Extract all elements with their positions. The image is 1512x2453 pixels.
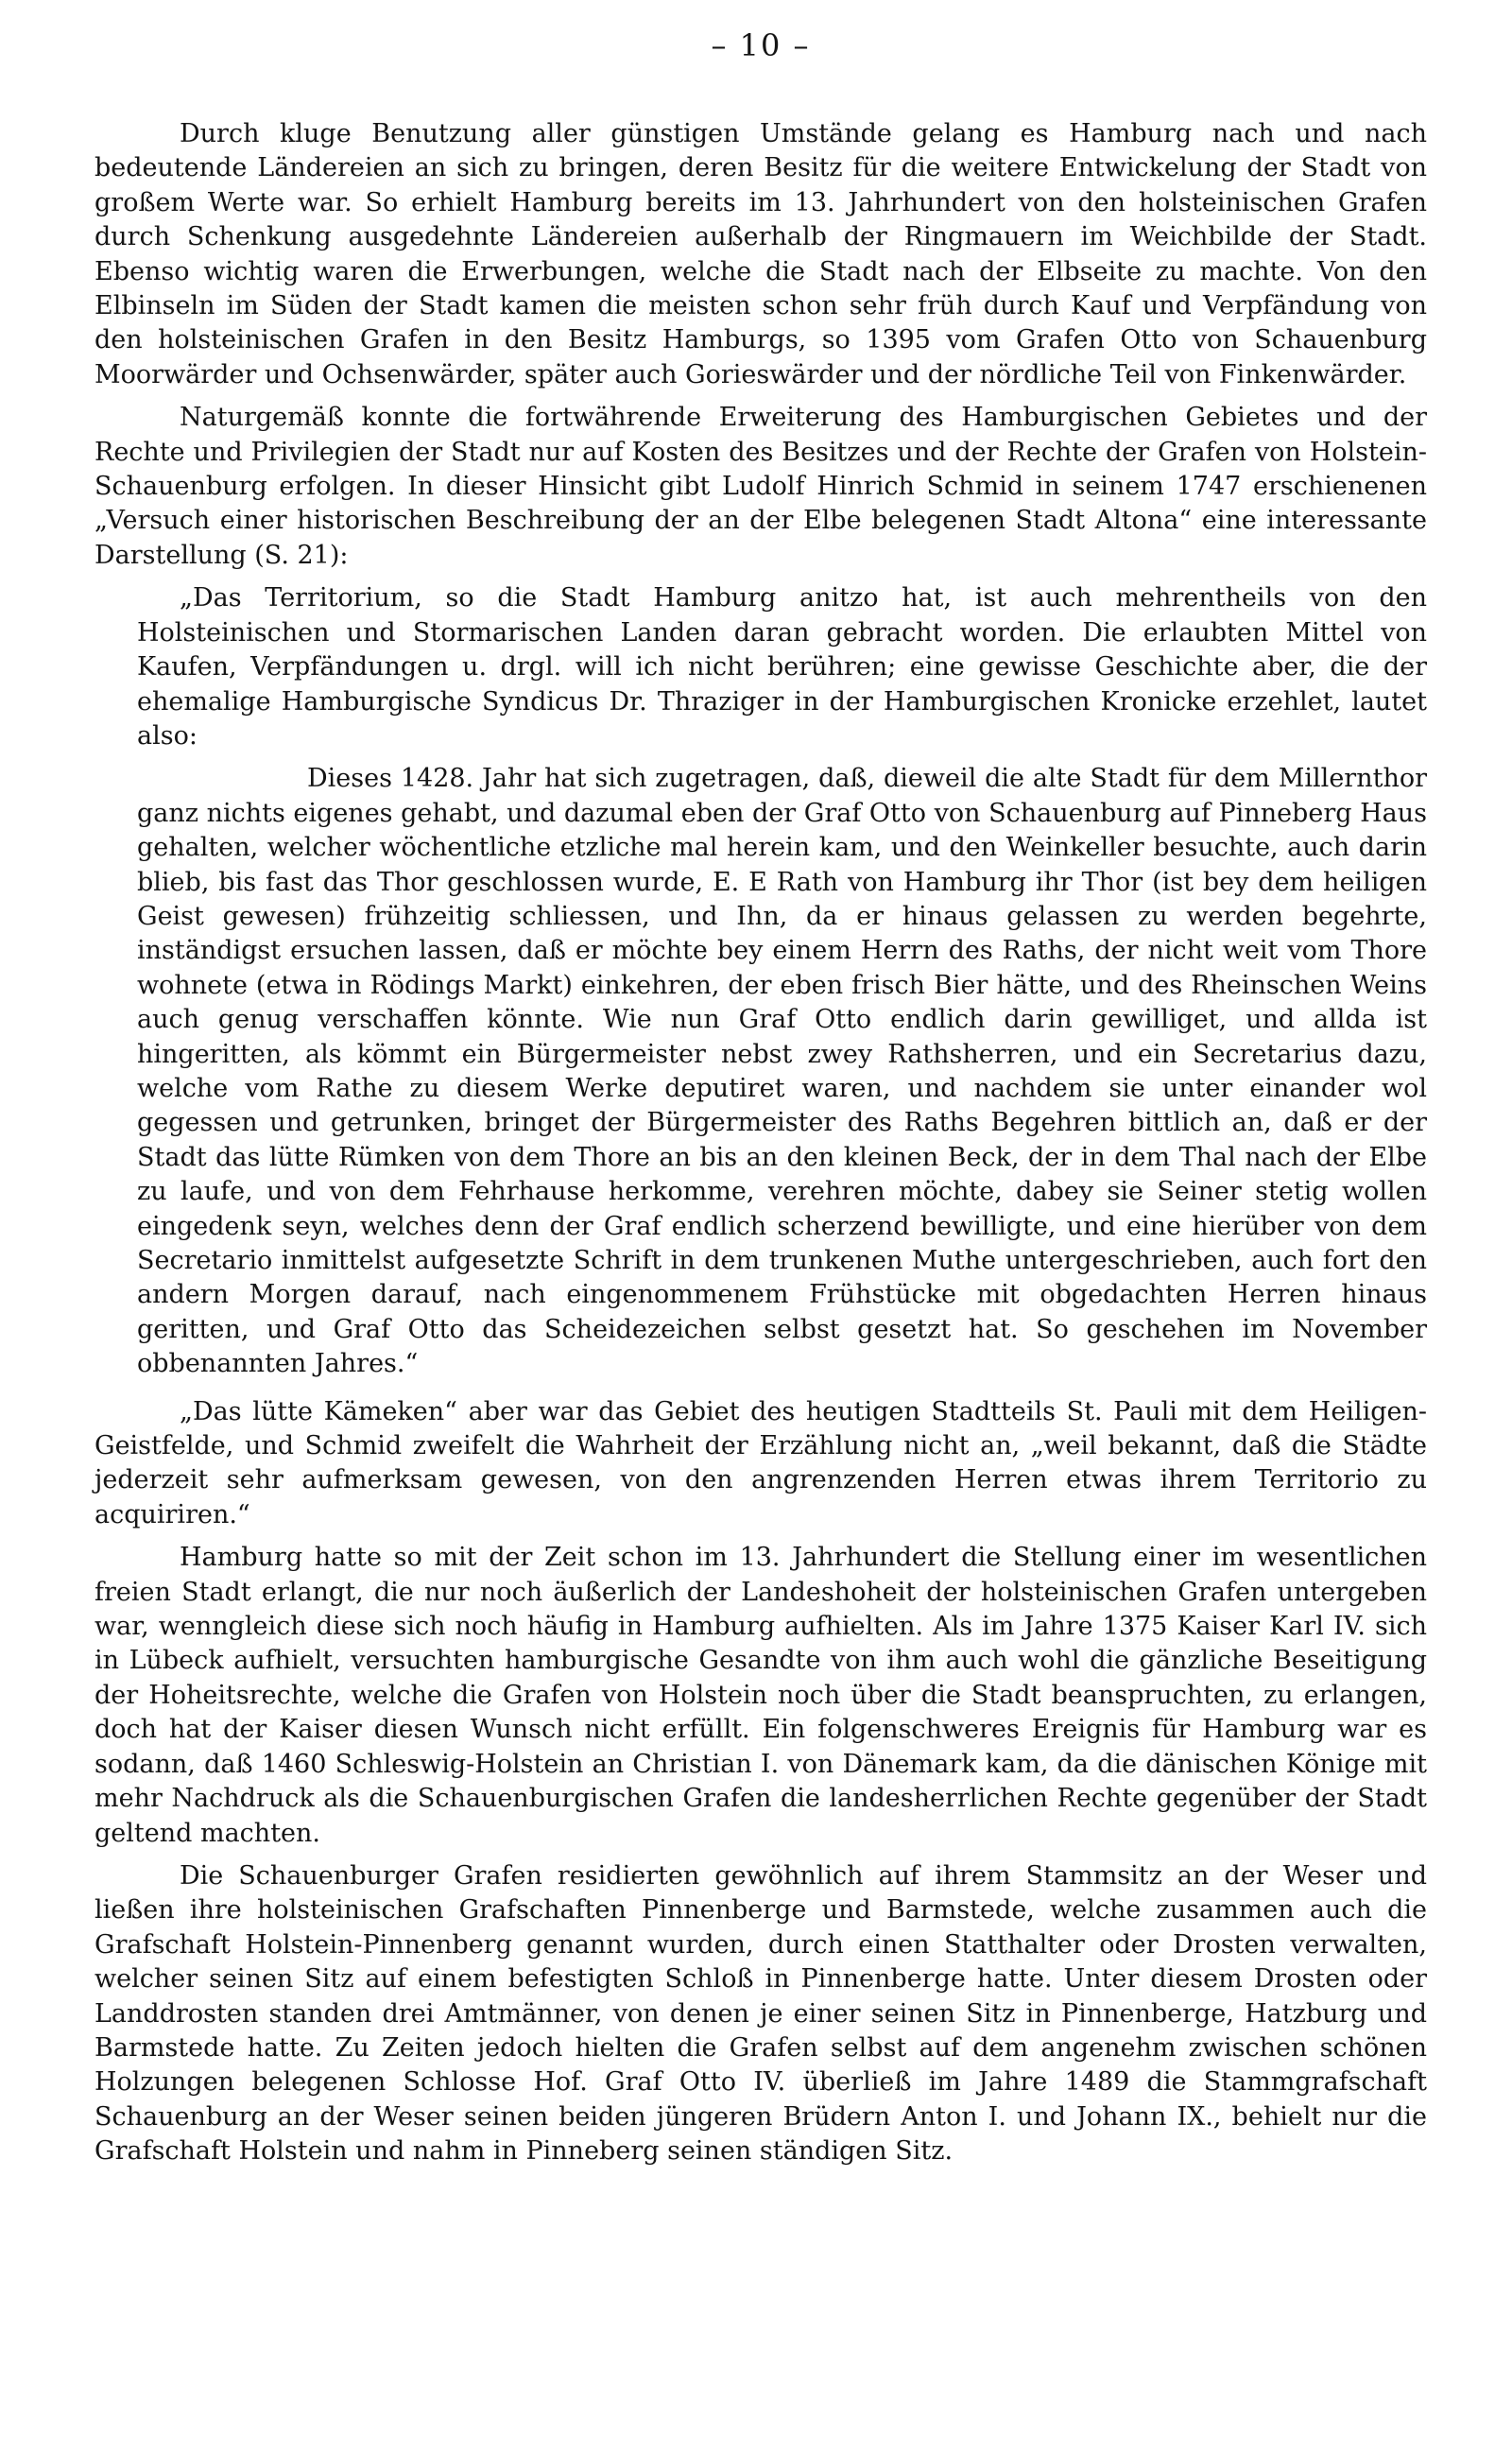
paragraph: Hamburg hatte so mit der Zeit schon im 13. Jahrhundert die Stellung einer im wesentlichen freien Stadt erlangt, die nur noch äußerlich der Landeshoheit der holsteinischen Grafen untergeben war, wenngleich diese sich noch häufig in Hamburg aufhielten. Als im Jahre 1375 Kaiser Karl IV. sich in Lübeck aufhielt, versuchten hamburgische Gesandte von ihm auch wohl die gänzliche Beseitigung der Hoheitsrechte, welche die Grafen von Holstein noch über die Stadt beanspruchten, zu erlangen, doch hat der Kaiser diesen Wunsch nicht erfüllt. Ein folgenschweres Ereignis für Hamburg war es sodann, daß 1460 Schleswig-Holstein an Christian I. von Dänemark kam, da die dänischen Könige mit mehr Nachdruck als die Schauenburgischen Grafen die landesherrlichen Rechte gegenüber der Stadt geltend machten. [94,1543,1427,1848]
quotation-paragraph: „Das Territorium, so die Stadt Hamburg anitzo hat, ist auch mehrentheils von den Holsteinischen und Stormarischen Landen daran gebracht worden. Die erlaubten Mittel von Kaufen, Verpfändungen u. drgl. will ich nicht berühren; eine gewisse Geschichte aber, die der ehemalige Hamburgische Syndicus Dr. Thraziger in der Hamburgischen Kronicke erzehlet, lautet also: [137,583,1427,751]
paragraph: Durch kluge Benutzung aller günstigen Umstände gelang es Hamburg nach und nach bedeutende Ländereien an sich zu bringen, deren Besitz für die weitere Entwickelung der Stadt von großem Werte war. So erhielt Hamburg bereits im 13. Jahrhundert von den holsteinischen Grafen durch Schenkung ausgedehnte Ländereien außerhalb der Ringmauern im Weichbilde der Stadt. Ebenso wichtig waren die Erwerbungen, welche die Stadt nach der Elbseite zu machte. Von den Elbinseln im Süden der Stadt kamen die meisten schon sehr früh durch Kauf und Verpfändung von den holsteinischen Grafen in den Besitz Hamburgs, so 1395 vom Grafen Otto von Schauenburg Moorwärder und Ochsenwärder, später auch Gorieswärder und der nördliche Teil von Finkenwärder. [94,119,1427,389]
paragraph: „Das lütte Kämeken“ aber war das Gebiet des heutigen Stadtteils St. Pauli mit dem Heiligen-Geistfelde, und Schmid zweifelt die Wahrheit der Erzählung nicht an, „weil bekannt, daß die Städte jederzeit sehr aufmerksam gewesen, von den angrenzenden Herren etwas ihrem Territorio zu acquiriren.“ [94,1396,1427,1529]
document-page [94,26,1427,2427]
paragraph: Naturgemäß konnte die fortwährende Erweiterung des Hamburgischen Gebietes und der Rechte und Privilegien der Stadt nur auf Kosten des Besitzes und der Rechte der Grafen von Holstein-Schauenburg erfolgen. In dieser Hinsicht gibt Ludolf Hinrich Schmid in seinem 1747 erschienenen „Versuch einer historischen Beschreibung der an der Elbe belegenen Stadt Altona“ eine interessante Darstellung (S. 21): [94,403,1427,570]
page-number: – 10 – [711,27,811,63]
paragraph: Die Schauenburger Grafen residierten gewöhnlich auf ihrem Stammsitz an der Weser und ließen ihre holsteinischen Grafschaften Pinnenberge und Barmstede, welche zusammen auch die Grafschaft Holstein-Pinnenberg genannt wurden, durch einen Statthalter oder Drosten verwalten, welcher seinen Sitz auf einem befestigten Schloß in Pinnenberge hatte. Unter diesem Drosten oder Landdrosten standen drei Amtmänner, von denen je einer seinen Sitz in Pinnenberge, Hatzburg und Barmstede hatte. Zu Zeiten jedoch hielten die Grafen selbst auf dem angenehm zwischen schönen Holzungen belegenen Schlosse Hof. Graf Otto IV. überließ im Jahre 1489 die Stammgrafschaft Schauenburg an der Weser seinen beiden jüngeren Brüdern Anton I. und Johann IX., behielt nur die Grafschaft Holstein und nahm in Pinneberg seinen ständigen Sitz. [94,1860,1427,2167]
quotation-paragraph: Dieses 1428. Jahr hat sich zugetragen, daß, dieweil die alte Stadt für dem Millernthor ganz nichts eigenes gehabt, und dazumal eben der Graf Otto von Schauenburg auf Pinneberg Haus gehalten, welcher wöchentliche etzliche mal herein kam, und den Weinkeller besuchte, auch darin blieb, bis fast das Thor geschlossen wurde, E. E Rath von Hamburg ihr Thor (ist bey dem heiligen Geist gewesen) frühzeitig schliessen, und Ihn, da er hinaus gelassen zu werden begehrte, inständigst ersuchen lassen, daß er möchte bey einem Herrn des Raths, der nicht weit vom Thore wohnete (etwa in Rödings Markt) einkehren, der eben frisch Bier hätte, und des Rheinschen Weins auch genug verschaffen könnte. Wie nun Graf Otto endlich darin gewilliget, und allda ist hingeritten, als kömmt ein Bürgermeister nebst zwey Rathsherren, und ein Secretarius dazu, welche vom Rathe zu diesem Werke deputiret waren, und nachdem sie unter einander wol gegessen und getrunken, bringet der Bürgermeister des Raths Begehren bittlich an, daß er der Stadt das lütte Rümken von dem Thore an bis an den kleinen Beck, der in dem Thal nach der Elbe zu laufe, und von dem Fehrhause herkomme, verehren möchte, dabey sie Seiner stetig wollen eingedenk seyn, welches denn der Graf endlich scherzend bewilligte, und eine hierüber von dem Secretario inmittelst aufgesetzte Schrift in dem trunkenen Muthe untergeschrieben, auch fort den andern Morgen darauf, nach eingenommenem Frühstücke mit obgedachten Herren hinaus geritten, und Graf Otto das Scheidezeichen selbst gesetzt hat. So geschehen im November obbenannten Jahres.“ [137,764,1427,1379]
